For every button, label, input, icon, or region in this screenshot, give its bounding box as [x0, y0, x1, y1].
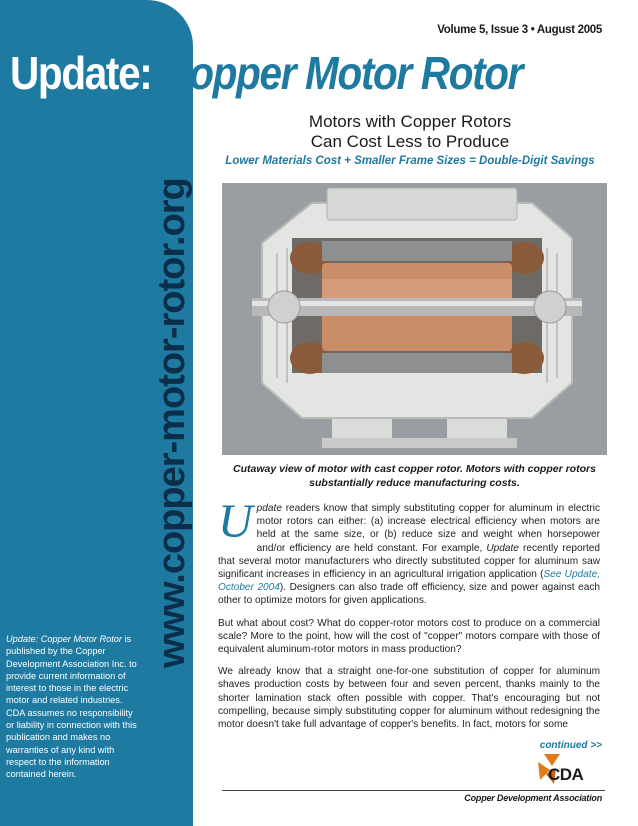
paragraph-1-part-b: recently reported that several motor manufacturers who directly substituted copper for aluminum saw significant increases in efficiency in an agricultural irrigation application ( — [218, 542, 600, 581]
photo-caption: Cutaway view of motor with cast copper rotor. Motors with copper rotors substantially reduce manufacturing costs. — [233, 463, 596, 489]
article-subhead: Lower Materials Cost + Smaller Frame Sizes = Double-Digit Savings — [225, 155, 595, 167]
update-reference: Update — [486, 542, 519, 554]
paragraph-3: We already know that a straight one-for-one substitution of copper for aluminum shaves production costs by between four and seven percent, thanks mainly to the shorter lamination stack often possible with copper. That's encouraging but not compelling, because simply substituting copper for aluminum without redesigning the motor doesn't take full advantage of copper's benefits. In fact, motors for some — [218, 666, 600, 731]
article-body — [218, 495, 601, 740]
paragraph-1 — [218, 495, 601, 608]
newsletter-title — [10, 48, 522, 98]
article-headline — [240, 112, 580, 152]
headline-line-1: Motors with Copper Rotors — [308, 112, 512, 131]
headline-line-2: Can Cost Less to Produce — [310, 132, 510, 151]
update-word: pdate — [256, 503, 282, 514]
title-update: Update: — [10, 47, 152, 99]
paragraph-2: But what about cost? What do copper-rotor motors cost to produce on a commercial scale? More to the point, how will the cost of "copper" motors compare with those of equivalent aluminum-rotor motors in mass production? — [218, 617, 600, 656]
footer-rule — [222, 790, 605, 791]
disclaimer-text: is published by the Copper Development Association Inc. to provide current information of interest to those in the electric motor and related industries. CDA assumes no responsibility or liability in connection with this publication and makes no warranties of any kind with respect to the information contained herein. — [6, 634, 137, 780]
disclaimer — [6, 633, 142, 781]
see-update-link[interactable]: See Update, October 2004 — [218, 569, 601, 594]
continued-link[interactable]: continued >> — [539, 740, 602, 751]
disclaimer-publication: Update: Copper Motor Rotor — [6, 634, 122, 644]
website-url[interactable]: www.copper-motor-rotor.org — [151, 178, 193, 668]
title-copper-motor-rotor: Copper Motor Rotor — [161, 47, 523, 99]
issue-info: Volume 5, Issue 3 • August 2005 — [437, 24, 602, 36]
motor-cutaway-photo — [222, 183, 607, 455]
drop-cap: U — [218, 495, 253, 548]
org-name: Copper Development Association — [464, 793, 602, 803]
paragraph-1-part-a: readers know that simply substituting copper for aluminum in electric motor rotors can either: (a) increase electrical efficiency when motors are held at the same size, or (b) reduce size and weight when horsepower and/or efficiency are held constant. For example, — [256, 503, 600, 554]
cda-logo-text: CDA — [548, 765, 584, 784]
paragraph-1-part-c: ). Designers can also trade off efficiency, size and power against each other to optimize motors for given applications. — [218, 582, 600, 607]
motor-cutaway-illustration — [222, 183, 607, 455]
